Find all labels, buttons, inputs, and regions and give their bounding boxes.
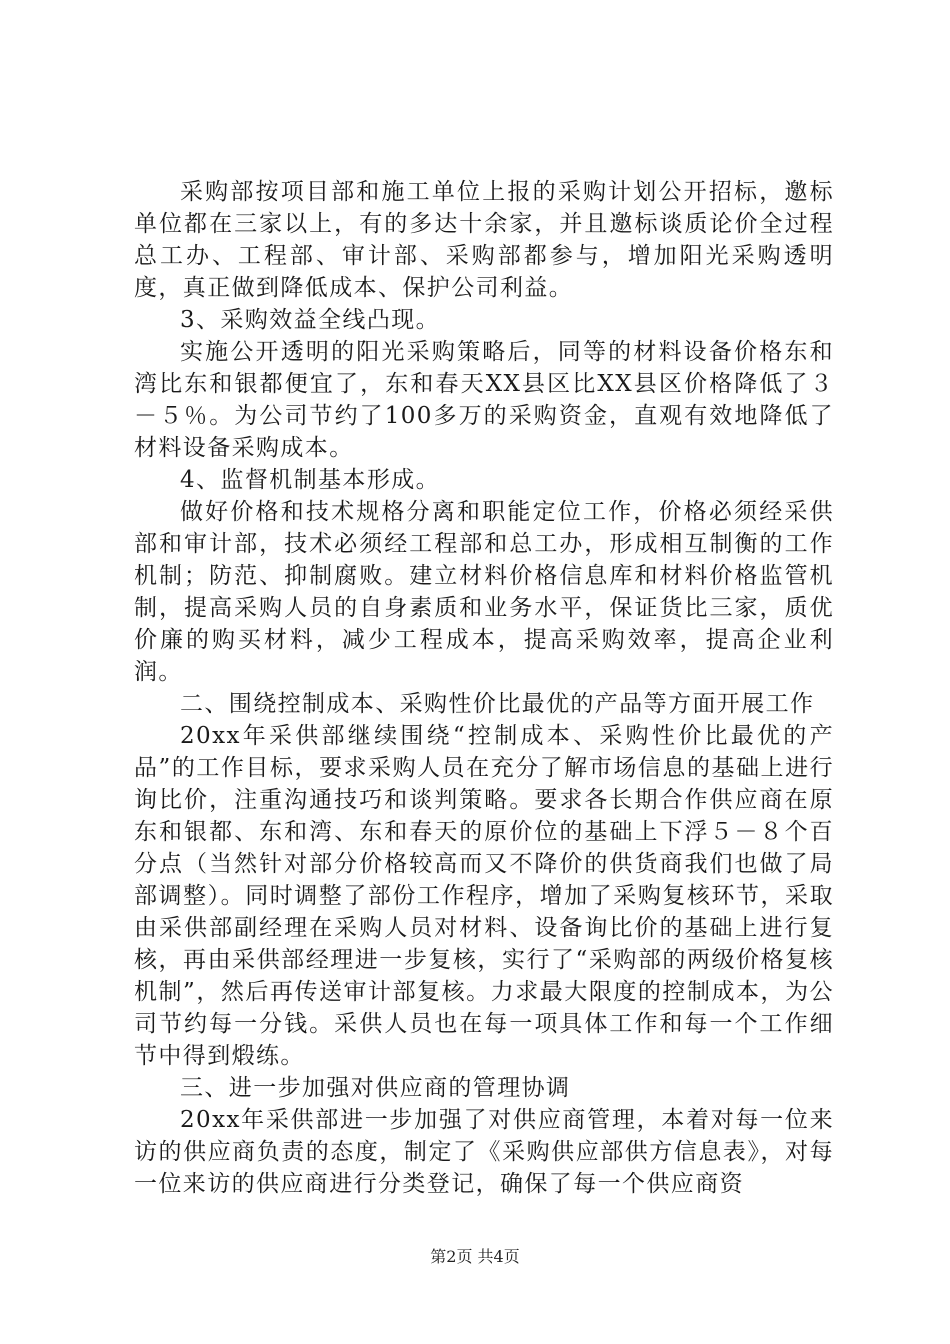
heading-section-two: 二、围绕控制成本、采购性价比最优的产品等方面开展工作 [180,691,815,717]
paragraph-cost-savings: 实施公开透明的阳光采购策略后，同等的材料设备价格东和湾比东和银都便宜了，东和春天XX县区比XX县区价格降低了３－５％。为公司节约了100多万的采购资金，直观有效地降低了材料设备采购成本。 [134,339,834,461]
paragraph-open-bidding: 采购部按项目部和施工单位上报的采购计划公开招标，邀标单位都在三家以上，有的多达十余家，并且邀标谈质论价全过程总工办、工程部、审计部、采购部都参与，增加阳光采购透明度，真正做到降低成本、保护公司利益。 [134,179,834,301]
heading-supervision-mechanism: 4、监督机制基本形成。 [180,467,441,493]
heading-procurement-benefits: 3、采购效益全线凸现。 [180,307,441,333]
paragraph-price-separation: 做好价格和技术规格分离和职能定位工作，价格必须经采供部和审计部，技术必须经工程部和总工办，形成相互制衡的工作机制；防范、抑制腐败。建立材料价格信息库和材料价格监管机制，提高采购人员的自身素质和业务水平，保证货比三家，质优价廉的购买材料，减少工程成本，提高采购效率，提高企业利润。 [134,499,834,685]
document-body [134,176,834,1200]
heading-section-three: 三、进一步加强对供应商的管理协调 [180,1075,571,1101]
paragraph-cost-control: 20xx年采供部继续围绕“控制成本、采购性价比最优的产品”的工作目标，要求采购人员在充分了解市场信息的基础上进行询比价，注重沟通技巧和谈判策略。要求各长期合作供应商在原东和银都、东和湾、东和春天的原价位的基础上下浮５－８个百分点（当然针对部分价格较高而又不降价的供货商我们也做了局部调整）。同时调整了部份工作程序，增加了采购复核环节，采取由采供部副经理在采购人员对材料、设备询比价的基础上进行复核，再由采供部经理进一步复核，实行了“采购部的两级价格复核机制”，然后再传送审计部复核。力求最大限度的控制成本，为公司节约每一分钱。采供人员也在每一项具体工作和每一个工作细节中得到煅练。 [134,723,834,1069]
page-number-footer: 第2页 共4页 [430,1247,520,1266]
paragraph-supplier-management: 20xx年采供部进一步加强了对供应商管理，本着对每一位来访的供应商负责的态度，制定了《采购供应部供方信息表》，对每一位来访的供应商进行分类登记，确保了每一个供应商资 [134,1107,834,1197]
